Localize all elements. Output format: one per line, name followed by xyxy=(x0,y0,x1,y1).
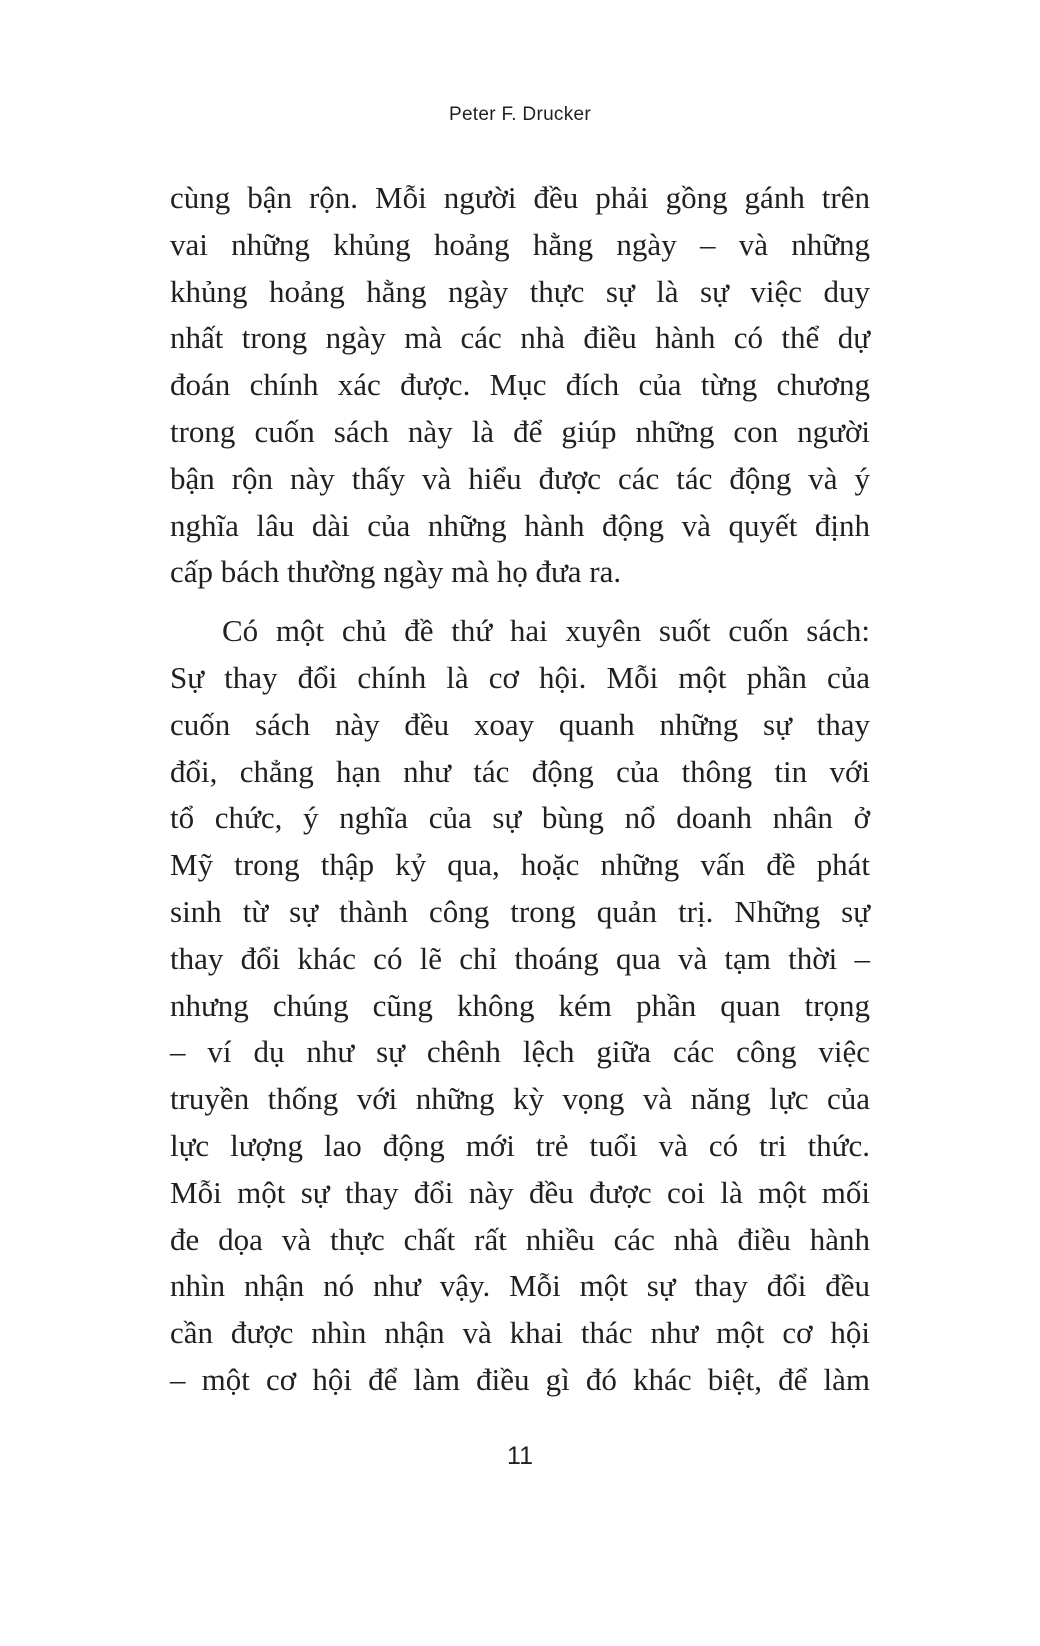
text-line: đổi, chẳng hạn như tác động của thông tin với xyxy=(170,753,870,789)
page-number: 11 xyxy=(507,1442,533,1470)
paragraph-1 xyxy=(170,175,870,596)
text-line: nhưng chúng cũng không kém phần quan trọng xyxy=(170,987,870,1023)
text-line: lực lượng lao động mới trẻ tuổi và có tri thức. xyxy=(170,1127,870,1163)
text-line: Sự thay đổi chính là cơ hội. Mỗi một phần của xyxy=(170,659,870,695)
text-line: Mỹ trong thập kỷ qua, hoặc những vấn đề phát xyxy=(170,847,870,883)
text-line: vai những khủng hoảng hằng ngày – và những xyxy=(170,226,870,262)
text-line: sinh từ sự thành công trong quản trị. Những sự xyxy=(170,893,870,929)
text-line: Mỗi một sự thay đổi này đều được coi là một mối xyxy=(170,1174,870,1210)
text-line: thay đổi khác có lẽ chỉ thoáng qua và tạm thời – xyxy=(170,940,870,976)
running-head-author: Peter F. Drucker xyxy=(448,104,592,125)
text-line: nhất trong ngày mà các nhà điều hành có thể dự xyxy=(170,320,870,356)
text-line: Có một chủ đề thứ hai xuyên suốt cuốn sách: xyxy=(222,613,870,649)
text-line: đe dọa và thực chất rất nhiều các nhà điều hành xyxy=(170,1221,870,1257)
text-line: nghĩa lâu dài của những hành động và quyết định xyxy=(170,507,870,543)
text-line: tổ chức, ý nghĩa của sự bùng nổ doanh nhân ở xyxy=(170,800,870,836)
text-line: – một cơ hội để làm điều gì đó khác biệt, để làm xyxy=(170,1361,870,1397)
text-line: cùng bận rộn. Mỗi người đều phải gồng gánh trên xyxy=(170,180,870,215)
text-line: khủng hoảng hằng ngày thực sự là sự việc duy xyxy=(170,273,870,309)
body-text xyxy=(170,175,870,1404)
paragraph-2 xyxy=(170,608,870,1404)
text-line: đoán chính xác được. Mục đích của từng chương xyxy=(170,367,870,403)
text-line: bận rộn này thấy và hiểu được các tác động và ý xyxy=(170,460,870,496)
text-line: cuốn sách này đều xoay quanh những sự thay xyxy=(170,706,870,742)
text-line: – ví dụ như sự chênh lệch giữa các công việc xyxy=(170,1034,870,1070)
text-line: truyền thống với những kỳ vọng và năng lực của xyxy=(170,1081,870,1117)
text-line: trong cuốn sách này là để giúp những con người xyxy=(170,413,870,449)
text-line: cần được nhìn nhận và khai thác như một cơ hội xyxy=(170,1315,870,1351)
text-line: cấp bách thường ngày mà họ đưa ra. xyxy=(170,554,622,590)
text-line: nhìn nhận nó như vậy. Mỗi một sự thay đổi đều xyxy=(170,1268,870,1304)
